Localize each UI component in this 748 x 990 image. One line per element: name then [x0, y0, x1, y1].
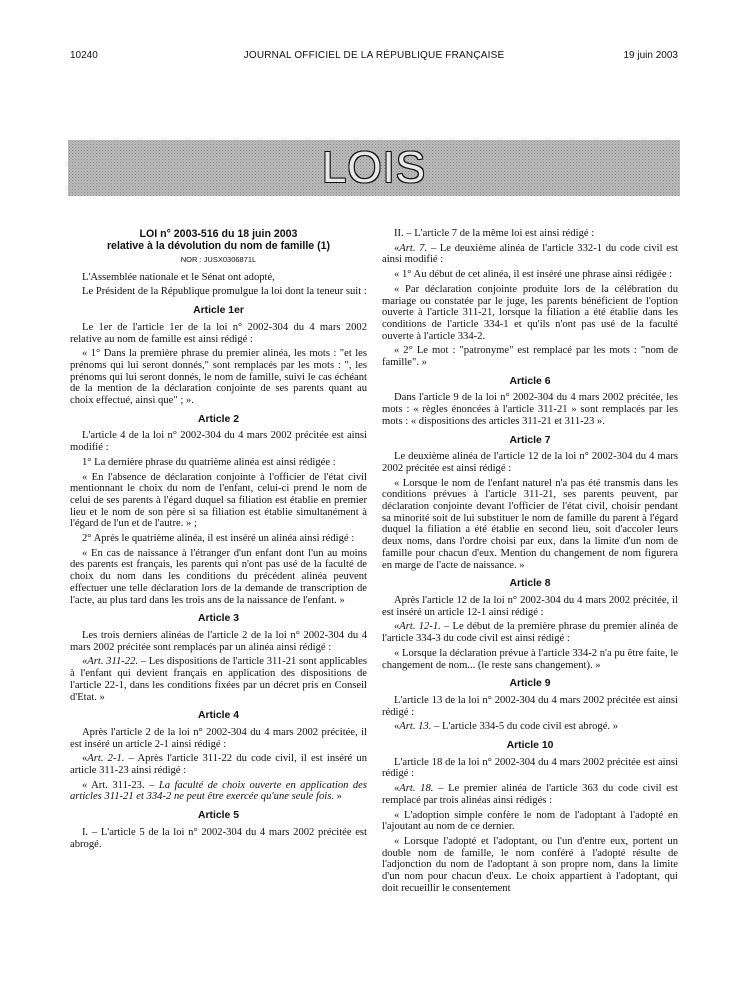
- article-heading: Article 2: [197, 413, 239, 425]
- paragraph: «Art. 18. – Le premier alinéa de l'article 363 du code civil est remplacé par trois alinéas ainsi rédigés :: [382, 783, 678, 806]
- left-column: [70, 228, 367, 853]
- paragraph: « Lorsque le nom de l'enfant naturel n'a pas été transmis dans les conditions prévues à l'article 311-21, ses parents peuvent, par déclaration conjointe devant l'officier de l'état civil, choisir pendant sa minorité soit de lui substituer le nom de famille du parent à l'égard duquel la filiation a été établie en second lieu, soit d'accoler leurs deux noms, dans l'ordre choisi par eux, dans la limite d'un nom de famille pour chacun d'eux. Mention du changement de nom figurera en marge de l'acte de naissance. »: [382, 477, 678, 571]
- article-heading: Article 5: [197, 810, 239, 822]
- paragraph: 1° La dernière phrase du quatrième alinéa est ainsi rédigée :: [82, 456, 336, 468]
- paragraph: L'article 13 de la loi n° 2002-304 du 4 mars 2002 précitée est ainsi rédigé :: [382, 694, 678, 718]
- paragraph: Les trois derniers alinéas de l'article 2 de la loi n° 2002-304 du 4 mars 2002 précitée sont remplacés par un alinéa ainsi rédigé :: [70, 629, 367, 653]
- paragraph: L'article 4 de la loi n° 2002-304 du 4 mars 2002 précitée est ainsi modifié :: [70, 430, 367, 454]
- article-heading: Article 6: [509, 375, 551, 387]
- paragraph: « En l'absence de déclaration conjointe à l'officier de l'état civil mentionnant le choix du nom de l'enfant, celui-ci prend le nom de celui de ses parents à l'égard duquel sa filiation est établie en premier lieu et le nom de son père si sa filiation est établie simultanément à l'égard de l'un et de l'autre. » ;: [70, 471, 367, 530]
- article-heading: Article 1er: [193, 305, 244, 317]
- paragraph: « 1° Dans la première phrase du premier alinéa, les mots : "et les prénoms qui lui seront donnés," sont remplacés par les mots : ", les prénoms qui lui seront donnés, le nom de famille, suivi le cas échéant de la mention de la déclaration conjointe de ses parents quant au choix effectué, ainsi que" ; ».: [70, 348, 367, 407]
- law-title: LOI n° 2003-516 du 18 juin 2003: [139, 228, 298, 240]
- nor-reference: NOR : JUSX0306871L: [180, 255, 257, 264]
- paragraph: « En cas de naissance à l'étranger d'un enfant dont l'un au moins des parents est français, les parents qui n'ont pas usé de la faculté de choix du nom dans les conditions du précédent alinéa peuvent effectuer une telle déclaration lors de la demande de transcription de l'acte, au plus tard dans les trois ans de la naissance de l'enfant. »: [70, 547, 367, 606]
- article-heading: Article 4: [197, 710, 239, 722]
- page-header: [70, 50, 678, 66]
- article-heading: Article 3: [197, 613, 239, 625]
- paragraph: Après l'article 12 de la loi n° 2002-304 du 4 mars 2002 précitée, il est inséré un article 12-1 ainsi rédigé :: [382, 594, 678, 618]
- paragraph: « Lorsque la déclaration prévue à l'article 334-2 n'a pu être faite, le changement de nom... (le reste sans changement). »: [382, 647, 678, 671]
- journal-title: JOURNAL OFFICIEL DE LA RÉPUBLIQUE FRANÇAISE: [243, 50, 505, 61]
- article-ref: Art. 12-1.: [399, 621, 441, 633]
- paragraph: « 1° Au début de cet alinéa, il est inséré une phrase ainsi rédigée :: [394, 269, 673, 281]
- paragraph: II. – L'article 7 de la même loi est ainsi rédigé :: [394, 228, 595, 239]
- law-subtitle: relative à la dévolution du nom de famille (1): [106, 240, 331, 252]
- page-number: 10240: [70, 50, 98, 61]
- paragraph: « 2° Le mot : "patronyme" est remplacé par les mots : "nom de famille". »: [382, 345, 678, 369]
- paragraph: 2° Après le quatrième alinéa, il est inséré un alinéa ainsi rédigé :: [82, 533, 355, 545]
- article-ref: Art. 2-1.: [87, 753, 125, 765]
- paragraph: « Lorsque l'adopté et l'adoptant, ou l'un d'entre eux, portent un double nom de famille, le nom conféré à l'adopté résulte de l'adjonction du nom de l'adoptant à son propre nom, dans la limite d'un nom pour chacun d'eux. Le choix appartient à l'adoptant, qui doit recueillir le consentement: [382, 835, 678, 894]
- intro-paragraph: L'Assemblée nationale et le Sénat ont adopté,: [82, 271, 275, 283]
- article-heading: Article 8: [509, 578, 551, 590]
- issue-date: 19 juin 2003: [623, 50, 678, 61]
- paragraph: I. – L'article 5 de la loi n° 2002-304 du 4 mars 2002 précitée est abrogé.: [70, 826, 367, 850]
- right-column: [382, 228, 678, 897]
- article-ref: Art. 311-22.: [87, 656, 139, 668]
- article-heading: Article 9: [509, 678, 551, 690]
- paragraph: Après l'article 2 de la loi n° 2002-304 du 4 mars 2002 précitée, il est inséré un article 2-1 ainsi rédigé :: [70, 726, 367, 750]
- article-heading: Article 10: [506, 740, 554, 752]
- article-ref: Art. 13.: [399, 721, 432, 733]
- paragraph: «Art. 311-22. – Les dispositions de l'article 311-21 sont applicables à l'enfant qui devient français en application des dispositions de l'article 22-1, dans les conditions fixées par un décret pris en Conseil d'Etat. »: [70, 656, 367, 703]
- paragraph: « Par déclaration conjointe produite lors de la célébration du mariage ou constatée par le juge, les parents bénéficient de l'option ouverte à l'article 311-21, lorsque la filiation a été établie dans les conditions de l'article 334-1 et qu'ils n'ont pas usé de la faculté ouverte à l'article 334-2.: [382, 283, 678, 342]
- paragraph: Dans l'article 9 de la loi n° 2002-304 du 4 mars 2002 précitée, les mots : « règles énoncées à l'article 311-21 » sont remplacés par les mots : « dispositions des articles 311-21 et 311-23 ».: [382, 392, 678, 427]
- paragraph: «Art. 7. – Le deuxième alinéa de l'article 332-1 du code civil est ainsi modifié :: [382, 242, 679, 266]
- article-ref: Art. 18.: [399, 783, 434, 795]
- paragraph: « Art. 311-23. – La faculté de choix ouverte en application des articles 311-21 et 334-2 ne peut être exercée qu'une seule fois. »: [70, 779, 367, 803]
- paragraph: « L'adoption simple confère le nom de l'adoptant à l'adopté en l'ajoutant au nom de ce dernier.: [382, 809, 678, 833]
- paragraph: Le deuxième alinéa de l'article 12 de la loi n° 2002-304 du 4 mars 2002 précitée est ainsi rédigé :: [382, 451, 678, 474]
- intro-paragraph: Le Président de la République promulgue la loi dont la teneur suit :: [82, 286, 367, 298]
- paragraph: L'article 18 de la loi n° 2002-304 du 4 mars 2002 précitée est ainsi rédigé :: [382, 756, 678, 780]
- article-heading: Article 7: [509, 434, 551, 446]
- section-title: LOIS: [321, 143, 427, 192]
- paragraph: «Art. 12-1. – Le début de la première phrase du premier alinéa de l'article 334-3 du code civil est ainsi rédigé :: [382, 621, 678, 645]
- section-banner: [68, 140, 680, 196]
- paragraph: Le 1er de l'article 1er de la loi n° 2002-304 du 4 mars 2002 relative au nom de famille est ainsi rédigé :: [70, 321, 367, 345]
- paragraph: «Art. 2-1. – Après l'article 311-22 du code civil, il est inséré un article 311-23 ainsi rédigé :: [70, 753, 367, 777]
- paragraph: «Art. 13. – L'article 334-5 du code civil est abrogé. »: [394, 721, 619, 733]
- article-ref: Art. 7.: [399, 242, 428, 254]
